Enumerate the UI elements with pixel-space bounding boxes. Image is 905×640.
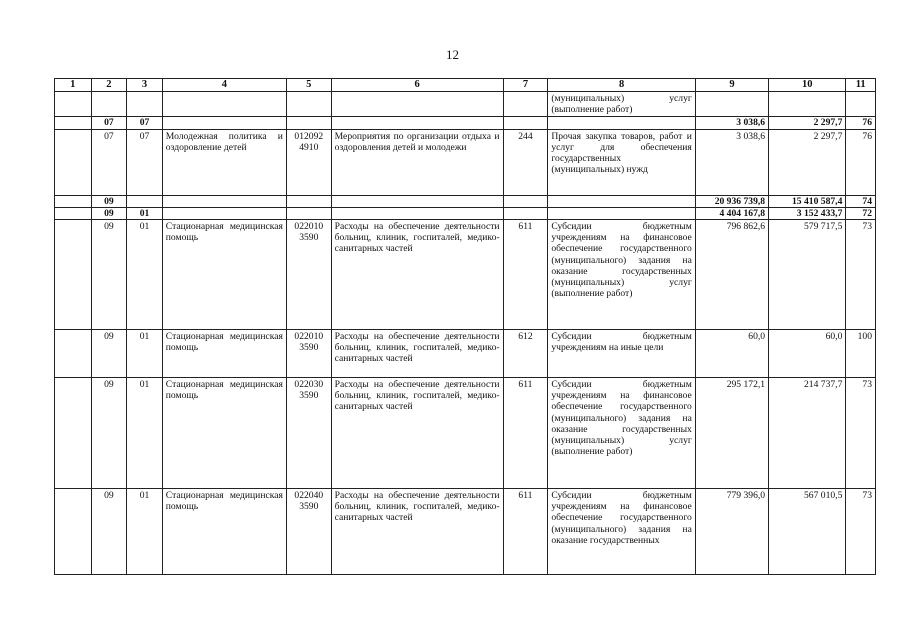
- cell-expense-code: [503, 117, 548, 129]
- cell-actual: 2 297,7: [769, 117, 846, 129]
- cell-expense-name: Субсидии бюджетным учреждениям на финансовое обеспечение государственного (муниципального) задания на оказание государственных: [548, 489, 696, 575]
- cell-plan: 20 936 739,8: [695, 195, 768, 207]
- cell-actual: 567 010,5: [769, 489, 846, 575]
- cell-expense-code: 612: [503, 330, 548, 378]
- cell-target-code: 022040 3590: [286, 489, 331, 575]
- cell-actual: 60,0: [769, 330, 846, 378]
- cell-target-name: Расходы на обеспечение деятельности больниц, клиник, госпиталей, медико-санитарных частей: [331, 220, 503, 330]
- cell-col1: [55, 330, 92, 378]
- cell-percent: 72: [846, 207, 876, 219]
- cell-col1: [55, 207, 92, 219]
- cell-col1: [55, 129, 92, 195]
- cell-col1: [55, 117, 92, 129]
- cell-expense-name: (муниципальных) услуг (выполнение работ): [548, 92, 696, 117]
- cell-subsection: 01: [127, 207, 163, 219]
- cell-percent: 100: [846, 330, 876, 378]
- cell-actual: 15 410 587,4: [769, 195, 846, 207]
- cell-target-code: 022030 3590: [286, 378, 331, 489]
- cell-plan: 796 862,6: [695, 220, 768, 330]
- cell-target-name: [331, 92, 503, 117]
- cell-percent: 73: [846, 378, 876, 489]
- cell-target-name: Мероприятия по организации отдыха и оздоровления детей и молодежи: [331, 129, 503, 195]
- cell-section: 09: [91, 489, 127, 575]
- column-header-row: [55, 79, 876, 92]
- column-header: 8: [548, 79, 696, 92]
- cell-section: 09: [91, 330, 127, 378]
- column-header: 11: [846, 79, 876, 92]
- table-row: [55, 92, 876, 117]
- table-row: [55, 117, 876, 129]
- cell-expense-code: 611: [503, 378, 548, 489]
- column-header: 5: [286, 79, 331, 92]
- cell-plan: 60,0: [695, 330, 768, 378]
- cell-actual: 2 297,7: [769, 129, 846, 195]
- column-header: 2: [91, 79, 127, 92]
- cell-expense-code: [503, 207, 548, 219]
- cell-expense-code: [503, 92, 548, 117]
- cell-expense-name: Субсидии бюджетным учреждениям на финансовое обеспечение государственного (муниципального) задания на оказание государственных (муниципальных) услуг (выполнение работ): [548, 220, 696, 330]
- cell-actual: 3 152 433,7: [769, 207, 846, 219]
- cell-subsection: [127, 195, 163, 207]
- column-header: 6: [331, 79, 503, 92]
- column-header: 3: [127, 79, 163, 92]
- cell-target-name: [331, 117, 503, 129]
- cell-name: [162, 207, 286, 219]
- cell-percent: 73: [846, 220, 876, 330]
- cell-plan: 295 172,1: [695, 378, 768, 489]
- cell-expense-code: 611: [503, 220, 548, 330]
- cell-section: 09: [91, 220, 127, 330]
- cell-target-name: Расходы на обеспечение деятельности больниц, клиник, госпиталей, медико-санитарных частей: [331, 378, 503, 489]
- cell-name: Стационарная медицинская помощь: [162, 330, 286, 378]
- cell-percent: 76: [846, 129, 876, 195]
- cell-target-name: [331, 195, 503, 207]
- cell-section: 09: [91, 378, 127, 489]
- page-number: 12: [446, 47, 459, 62]
- column-header: 1: [55, 79, 92, 92]
- cell-expense-name: [548, 117, 696, 129]
- cell-expense-code: 611: [503, 489, 548, 575]
- cell-plan: 4 404 167,8: [695, 207, 768, 219]
- cell-name: Стационарная медицинская помощь: [162, 378, 286, 489]
- table-row: [55, 195, 876, 207]
- table-row: [55, 129, 876, 195]
- cell-expense-name: [548, 195, 696, 207]
- cell-target-code: [286, 207, 331, 219]
- cell-name: Стационарная медицинская помощь: [162, 220, 286, 330]
- cell-actual: 579 717,5: [769, 220, 846, 330]
- cell-plan: [695, 92, 768, 117]
- cell-col1: [55, 220, 92, 330]
- cell-col1: [55, 489, 92, 575]
- cell-expense-code: [503, 195, 548, 207]
- cell-name: Стационарная медицинская помощь: [162, 489, 286, 575]
- cell-expense-name: Прочая закупка товаров, работ и услуг для обеспечения государственных (муниципальных) нужд: [548, 129, 696, 195]
- cell-target-code: [286, 195, 331, 207]
- cell-percent: 76: [846, 117, 876, 129]
- cell-expense-code: 244: [503, 129, 548, 195]
- cell-subsection: 01: [127, 378, 163, 489]
- cell-target-name: Расходы на обеспечение деятельности больниц, клиник, госпиталей, медико-санитарных частей: [331, 330, 503, 378]
- column-header: 10: [769, 79, 846, 92]
- cell-percent: 74: [846, 195, 876, 207]
- cell-name: [162, 117, 286, 129]
- cell-actual: [769, 92, 846, 117]
- budget-table: [54, 78, 876, 575]
- cell-target-code: 012092 4910: [286, 129, 331, 195]
- cell-expense-name: Субсидии бюджетным учреждениям на иные цели: [548, 330, 696, 378]
- table-row: [55, 330, 876, 378]
- cell-subsection: 01: [127, 330, 163, 378]
- table-row: [55, 220, 876, 330]
- table-row: [55, 489, 876, 575]
- cell-col1: [55, 92, 92, 117]
- cell-plan: 3 038,6: [695, 117, 768, 129]
- cell-percent: 73: [846, 489, 876, 575]
- cell-actual: 214 737,7: [769, 378, 846, 489]
- cell-subsection: 07: [127, 129, 163, 195]
- cell-expense-name: Субсидии бюджетным учреждениям на финансовое обеспечение государственного (муниципального) задания на оказание государственных (муниципальных) услуг (выполнение работ): [548, 378, 696, 489]
- column-header: 4: [162, 79, 286, 92]
- cell-name: [162, 92, 286, 117]
- cell-section: 09: [91, 207, 127, 219]
- cell-section: 07: [91, 129, 127, 195]
- cell-subsection: 07: [127, 117, 163, 129]
- cell-name: Молодежная политика и оздоровление детей: [162, 129, 286, 195]
- table-row: [55, 207, 876, 219]
- cell-subsection: [127, 92, 163, 117]
- cell-subsection: 01: [127, 220, 163, 330]
- cell-target-code: 022010 3590: [286, 220, 331, 330]
- cell-plan: 3 038,6: [695, 129, 768, 195]
- table-row: [55, 378, 876, 489]
- cell-col1: [55, 195, 92, 207]
- column-header: 7: [503, 79, 548, 92]
- cell-target-code: 022010 3590: [286, 330, 331, 378]
- cell-target-code: [286, 117, 331, 129]
- cell-section: 09: [91, 195, 127, 207]
- cell-expense-name: [548, 207, 696, 219]
- cell-target-code: [286, 92, 331, 117]
- cell-target-name: Расходы на обеспечение деятельности больниц, клиник, госпиталей, медико-санитарных частей: [331, 489, 503, 575]
- cell-col1: [55, 378, 92, 489]
- cell-section: [91, 92, 127, 117]
- cell-percent: [846, 92, 876, 117]
- cell-subsection: 01: [127, 489, 163, 575]
- cell-section: 07: [91, 117, 127, 129]
- column-header: 9: [695, 79, 768, 92]
- cell-name: [162, 195, 286, 207]
- cell-plan: 779 396,0: [695, 489, 768, 575]
- cell-target-name: [331, 207, 503, 219]
